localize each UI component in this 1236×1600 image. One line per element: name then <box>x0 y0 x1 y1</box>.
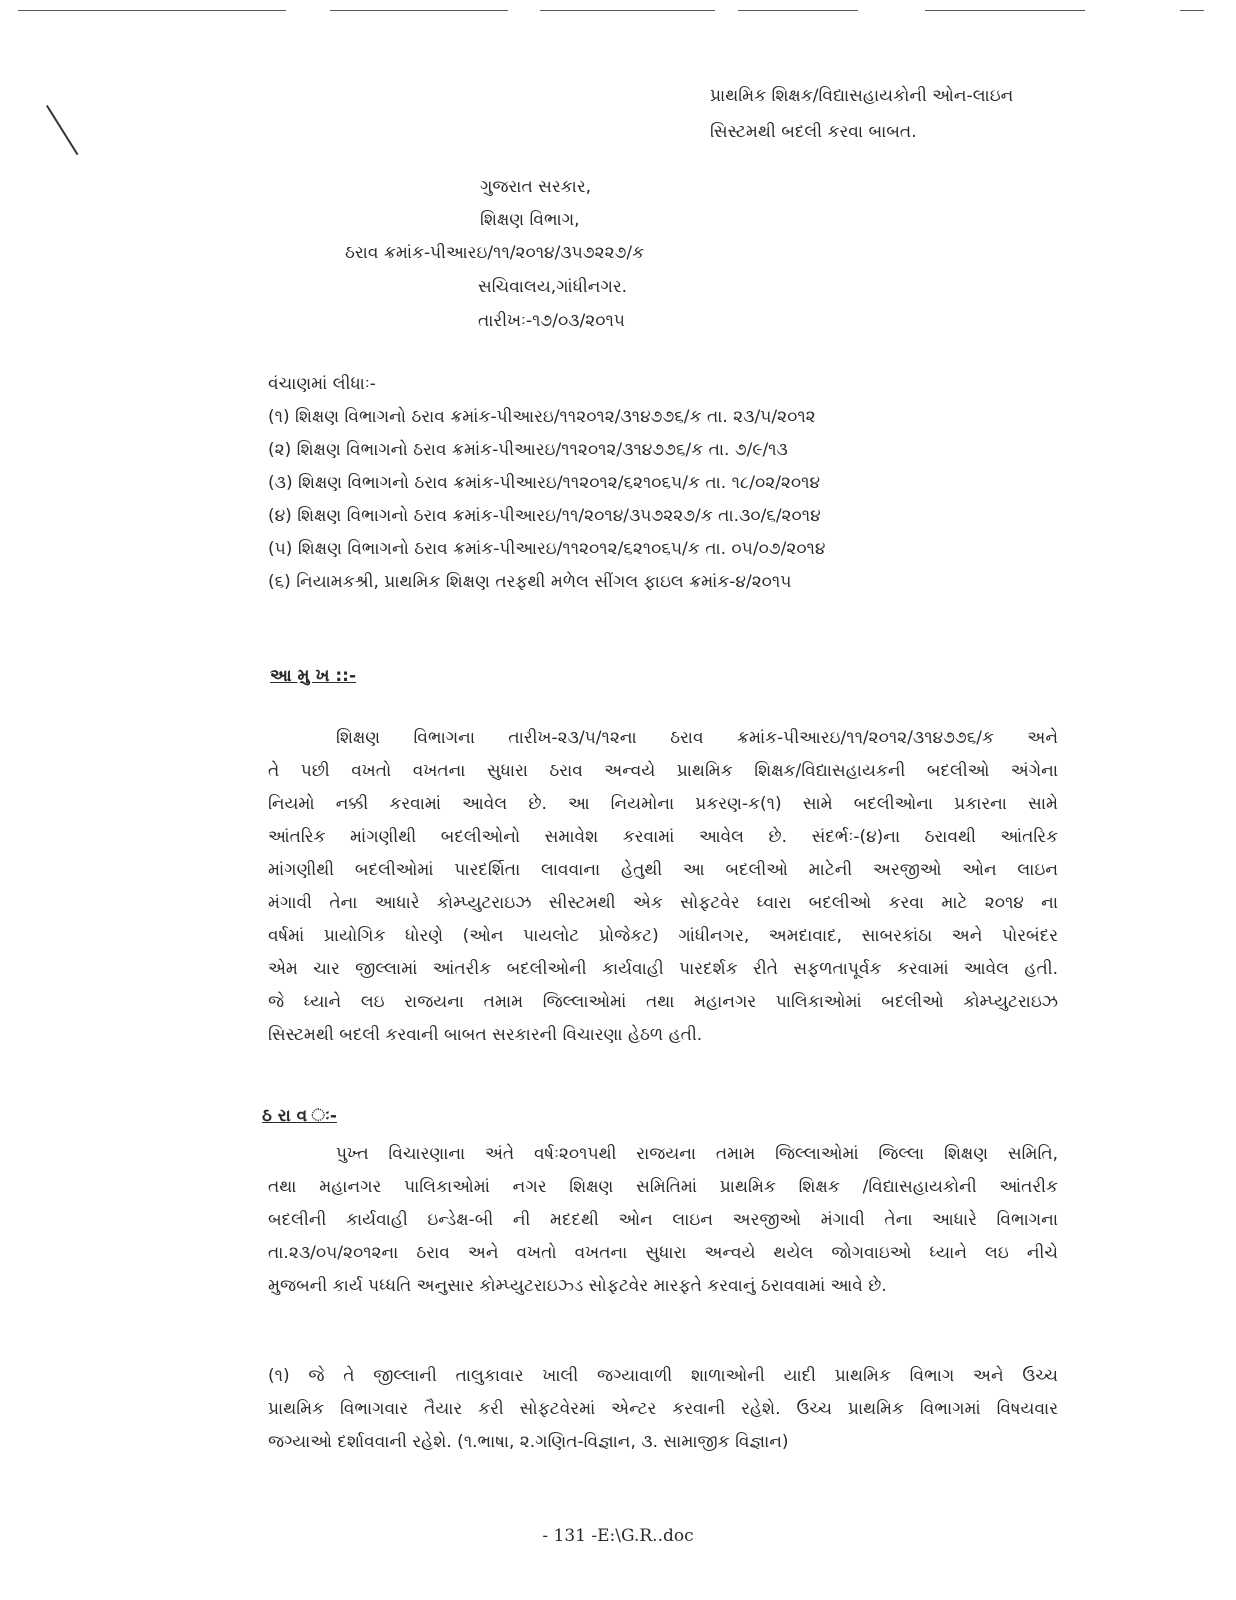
preamble-heading: આ મુ ખ ::- <box>270 666 357 686</box>
preamble-line: માંગણીથી બદલીઓમાં પારદર્શિતા લાવવાના હેતુથી આ બદલીઓ માટેની અરજીઓ ઓન લાઇન <box>268 860 1058 880</box>
preamble-line: તે પછી વખતો વખતના સુધારા ઠરાવ અન્વયે પ્રાથમિક શિક્ષક/વિદ્યાસહાયકની બદલીઓ અંગેના <box>268 761 1058 781</box>
preamble-line: શિક્ષણ વિભાગના તારીખ-૨૩/૫/૧૨ના ઠરાવ ક્રમાંક-પીઆરઇ/૧૧/૨૦૧૨/૩૧૪૭૭૬/ક અને <box>336 728 1058 748</box>
resolution-date: તારીખઃ-૧૭/૦૩/૨૦૧૫ <box>478 311 625 331</box>
top-rule <box>738 10 858 11</box>
reference-item: (૨) શિક્ષણ વિભાગનો ઠરાવ ક્રમાંક-પીઆરઇ/૧૧૨૦૧૨/૩૧૪૭૭૬/ક તા. ૭/૯/૧૩ <box>268 440 788 460</box>
subject-block <box>710 78 1013 150</box>
top-rule <box>925 10 1085 11</box>
preamble-line: એમ ચાર જીલ્લામાં આંતરીક બદલીઓની કાર્યવાહી પારદર્શક રીતે સફળતાપૂર્વક કરવામાં આવેલ હતી. <box>268 959 1058 979</box>
reference-item: (૫) શિક્ષણ વિભાગનો ઠરાવ ક્રમાંક-પીઆરઇ/૧૧૨૦૧૨/૬૨૧૦૬૫/ક તા. ૦૫/૦૭/૨૦૧૪ <box>268 539 826 559</box>
preamble-line: નિયમો નક્કી કરવામાં આવેલ છે. આ નિયમોના પ્રકરણ-ક(૧) સામે બદલીઓના પ્રકારના સામે <box>268 794 1058 814</box>
point-1-paragraph <box>268 1360 1058 1459</box>
page-footer: - 131 -E:\G.R..doc <box>542 1526 694 1546</box>
subject-line: પ્રાથમિક શિક્ષક/વિદ્યાસહાયકોની ઓન-લાઇન <box>710 86 1014 106</box>
resolution-line: તથા મહાનગર પાલિકાઓમાં નગર શિક્ષણ સમિતિમાં પ્રાથમિક શિક્ષક /વિદ્યાસહાયકોની આંતરીક <box>268 1177 1058 1197</box>
resolution-line: પુખ્ત વિચારણાના અંતે વર્ષઃ૨૦૧૫થી રાજયના તમામ જિલ્લાઓમાં જિલ્લા શિક્ષણ સમિતિ, <box>336 1144 1058 1164</box>
references-block <box>268 372 825 603</box>
department-name: શિક્ષણ વિભાગ, <box>480 210 580 230</box>
preamble-line: જે ધ્યાને લઇ રાજયના તમામ જિલ્લાઓમાં તથા મહાનગર પાલિકાઓમાં બદલીઓ કોમ્પ્યુટરાઇઝ <box>268 992 1058 1012</box>
point-1-line: (૧) જે તે જીલ્લાની તાલુકાવાર ખાલી જગ્યાવાળી શાળાઓની યાદી પ્રાથમિક વિભાગ અને ઉચ્ચ <box>268 1366 1058 1386</box>
top-rule <box>330 10 508 11</box>
reference-item: (૩) શિક્ષણ વિભાગનો ઠરાવ ક્રમાંક-પીઆરઇ/૧૧૨૦૧૨/૬૨૧૦૬૫/ક તા. ૧૮/૦૨/૨૦૧૪ <box>268 473 821 493</box>
resolution-number: ઠરાવ ક્રમાંક-પીઆરઇ/૧૧/૨૦૧૪/૩૫૭૨૨૭/ક <box>345 243 645 263</box>
reference-item: (૬) નિયામકશ્રી, પ્રાથમિક શિક્ષણ તરફથી મળેલ સીંગલ ફાઇલ ક્રમાંક-૪/૨૦૧૫ <box>268 572 792 592</box>
preamble-paragraph <box>268 722 1058 1052</box>
resolution-heading: ઠ રા વ ઃ- <box>262 1106 337 1126</box>
preamble-line: વર્ષમાં પ્રાયોગિક ધોરણે (ઓન પાયલોટ પ્રોજેકટ) ગાંધીનગર, અમદાવાદ, સાબરકાંઠા અને પોરબંદર <box>268 926 1058 946</box>
resolution-line: મુજબની કાર્ય પધ્ધતિ અનુસાર કોમ્પ્યુટરાઇઝ્ડ સોફટવેર મારફતે કરવાનું ઠરાવવામાં આવે છે. <box>268 1276 887 1296</box>
resolution-line: તા.૨૩/૦૫/૨૦૧૨ના ઠરાવ અને વખતો વખતના સુધારા અન્વયે થયેલ જોગવાઇઓ ધ્યાને લઇ નીચે <box>268 1243 1058 1263</box>
resolution-paragraph <box>268 1138 1058 1303</box>
references-heading: વંચાણમાં લીધાઃ- <box>268 374 376 394</box>
preamble-line: મંગાવી તેના આધારે કોમ્પ્યુટરાઇઝ સીસ્ટમથી એક સોફટવેર ધ્વારા બદલીઓ કરવા માટે ૨૦૧૪ ના <box>268 893 1058 913</box>
preamble-line: આંતરિક માંગણીથી બદલીઓનો સમાવેશ કરવામાં આવેલ છે. સંદર્ભઃ-(૪)ના ઠરાવથી આંતરિક <box>268 827 1058 847</box>
subject-line: સિસ્ટમથી બદલી કરવા બાબત. <box>710 122 917 142</box>
government-name: ગુજરાત સરકાર, <box>480 177 592 197</box>
reference-item: (૪) શિક્ષણ વિભાગનો ઠરાવ ક્રમાંક-પીઆરઇ/૧૧/૨૦૧૪/૩૫૭૨૨૭/ક તા.૩૦/૬/૨૦૧૪ <box>268 506 821 526</box>
preamble-line: સિસ્ટમથી બદલી કરવાની બાબત સરકારની વિચારણા હેઠળ હતી. <box>268 1025 703 1045</box>
point-1-line: પ્રાથમિક વિભાગવાર તૈયાર કરી સોફટવેરમાં એન્ટર કરવાની રહેશે. ઉચ્ચ પ્રાથમિક વિભાગમાં વિષયવાર <box>268 1399 1058 1419</box>
scan-mark <box>46 105 78 155</box>
top-rule <box>540 10 715 11</box>
place: સચિવાલય,ગાંધીનગર. <box>478 277 628 297</box>
top-rule <box>1180 10 1204 11</box>
top-rule <box>18 10 286 11</box>
resolution-line: બદલીની કાર્યવાહી ઇન્ડેક્ષ-બી ની મદદથી ઓન લાઇન અરજીઓ મંગાવી તેના આધારે વિભાગના <box>268 1210 1058 1230</box>
point-1-line: જગ્યાઓ દર્શાવવાની રહેશે. (૧.ભાષા, ૨.ગણિત-વિજ્ઞાન, ૩. સામાજીક વિજ્ઞાન) <box>268 1432 789 1452</box>
reference-item: (૧) શિક્ષણ વિભાગનો ઠરાવ ક્રમાંક-પીઆરઇ/૧૧૨૦૧૨/૩૧૪૭૭૬/ક તા. ૨૩/૫/૨૦૧૨ <box>268 407 816 427</box>
